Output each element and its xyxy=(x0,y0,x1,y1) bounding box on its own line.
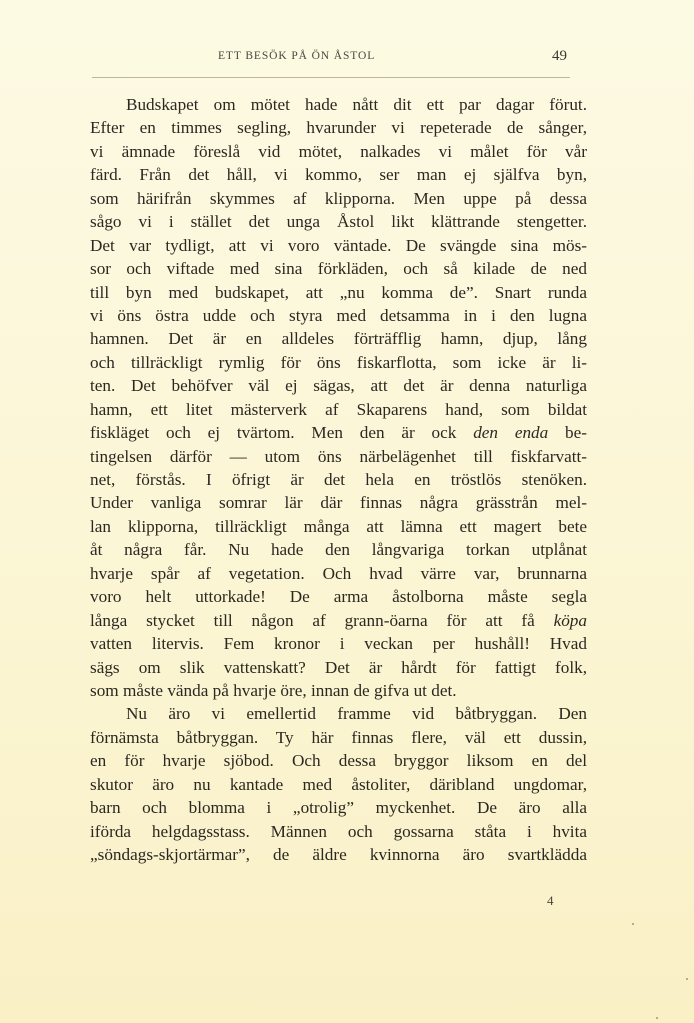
body-text xyxy=(90,93,587,866)
text-segment: fiskläget och ej tvärtom. Men den är ock xyxy=(90,423,474,443)
page-number: 49 xyxy=(552,48,567,64)
text-line: vi ämnade föreslå vid mötet, nalkades vi målet för vår xyxy=(90,141,587,161)
text-line xyxy=(90,609,587,632)
paper-speck xyxy=(686,978,688,980)
text-segment: be- xyxy=(548,423,587,443)
text-line: tingelsen därför — utom öns närbelägenhet till fiskfarvatt- xyxy=(90,446,587,466)
text-line: som måste vända på hvarje öre, innan de gifva ut det. xyxy=(90,680,457,700)
text-line: „söndags-skjortärmar”, de äldre kvinnorna äro svartklädda xyxy=(90,845,587,864)
text-line: Nu äro vi emellertid framme vid båtbryggan. Den xyxy=(126,704,587,724)
text-line xyxy=(90,421,587,444)
text-line: Budskapet om mötet hade nått dit ett par dagar förut. xyxy=(126,95,587,114)
text-line: hamnen. Det är en alldeles förträfflig hamn, djup, lång xyxy=(90,329,587,349)
text-line: sågo vi i stället det unga Åstol likt klättrande stengetter. xyxy=(90,212,587,232)
text-line: sor och viftade med sina förkläden, och så kilade de ned xyxy=(90,259,587,279)
text-line: Det var tydligt, att vi voro väntade. De svängde sina mös- xyxy=(90,235,587,255)
text-line: net, förstås. I öfrigt är det hela en tröstlös stenöken. xyxy=(90,470,587,489)
text-line: vatten litervis. Fem kronor i veckan per hushåll! Hvad xyxy=(90,634,587,654)
text-line: voro helt uttorkade! De arma åstolborna måste segla xyxy=(90,587,587,607)
text-line: till byn med budskapet, att „nu komma de”. Snart runda xyxy=(90,282,587,302)
text-line: barn och blomma i „otrolig” myckenhet. De äro alla xyxy=(90,798,587,818)
text-line: som härifrån skymmes af klipporna. Men uppe på dessa xyxy=(90,188,587,208)
emphasis-text: köpa xyxy=(553,610,587,630)
signature-mark: 4 xyxy=(547,893,554,908)
paper-speck xyxy=(632,923,634,925)
text-line: Efter en timmes segling, hvarunder vi repeterade de sånger, xyxy=(90,118,587,138)
text-line: förnämsta båtbryggan. Ty här finnas flere, väl ett dussin, xyxy=(90,727,587,747)
text-line: skutor äro nu kantade med åstoliter, däribland ungdomar, xyxy=(90,774,587,794)
text-line: färd. Från det håll, vi kommo, ser man ej själfva byn, xyxy=(90,165,587,185)
text-line: iförda helgdagsstass. Männen och gossarna ståta i hvita xyxy=(90,821,587,841)
text-line: hamn, ett litet mästerverk af Skaparens hand, som bildat xyxy=(90,399,587,419)
header-rule xyxy=(92,77,570,78)
text-line: ten. Det behöfver väl ej sägas, att det är denna naturliga xyxy=(90,376,587,396)
emphasis-text: den enda xyxy=(473,423,549,443)
text-line: sägs om slik vattenskatt? Det är hårdt för fattigt folk, xyxy=(90,657,587,677)
text-line: och tillräckligt rymlig för öns fiskarflotta, som icke är li- xyxy=(90,352,587,372)
text-line: vi öns östra udde och styra med detsamma in i den lugna xyxy=(90,305,587,325)
running-head: ETT BESÖK PÅ ÖN ÅSTOL xyxy=(218,50,376,62)
text-line: en för hvarje sjöbod. Och dessa bryggor liksom en del xyxy=(90,751,587,771)
text-line: lan klipporna, tillräckligt många att lämna ett magert bete xyxy=(90,516,587,536)
text-segment: långa stycket till någon af grann-öarna för att få xyxy=(90,610,554,630)
text-line: hvarje spår af vegetation. Och hvad värre var, brunnarna xyxy=(90,563,587,583)
paper-speck xyxy=(656,1017,658,1019)
text-line: Under vanliga somrar lär där finnas några grässtrån mel- xyxy=(90,493,587,513)
text-line: åt några får. Nu hade den långvariga torkan utplånat xyxy=(90,540,587,560)
